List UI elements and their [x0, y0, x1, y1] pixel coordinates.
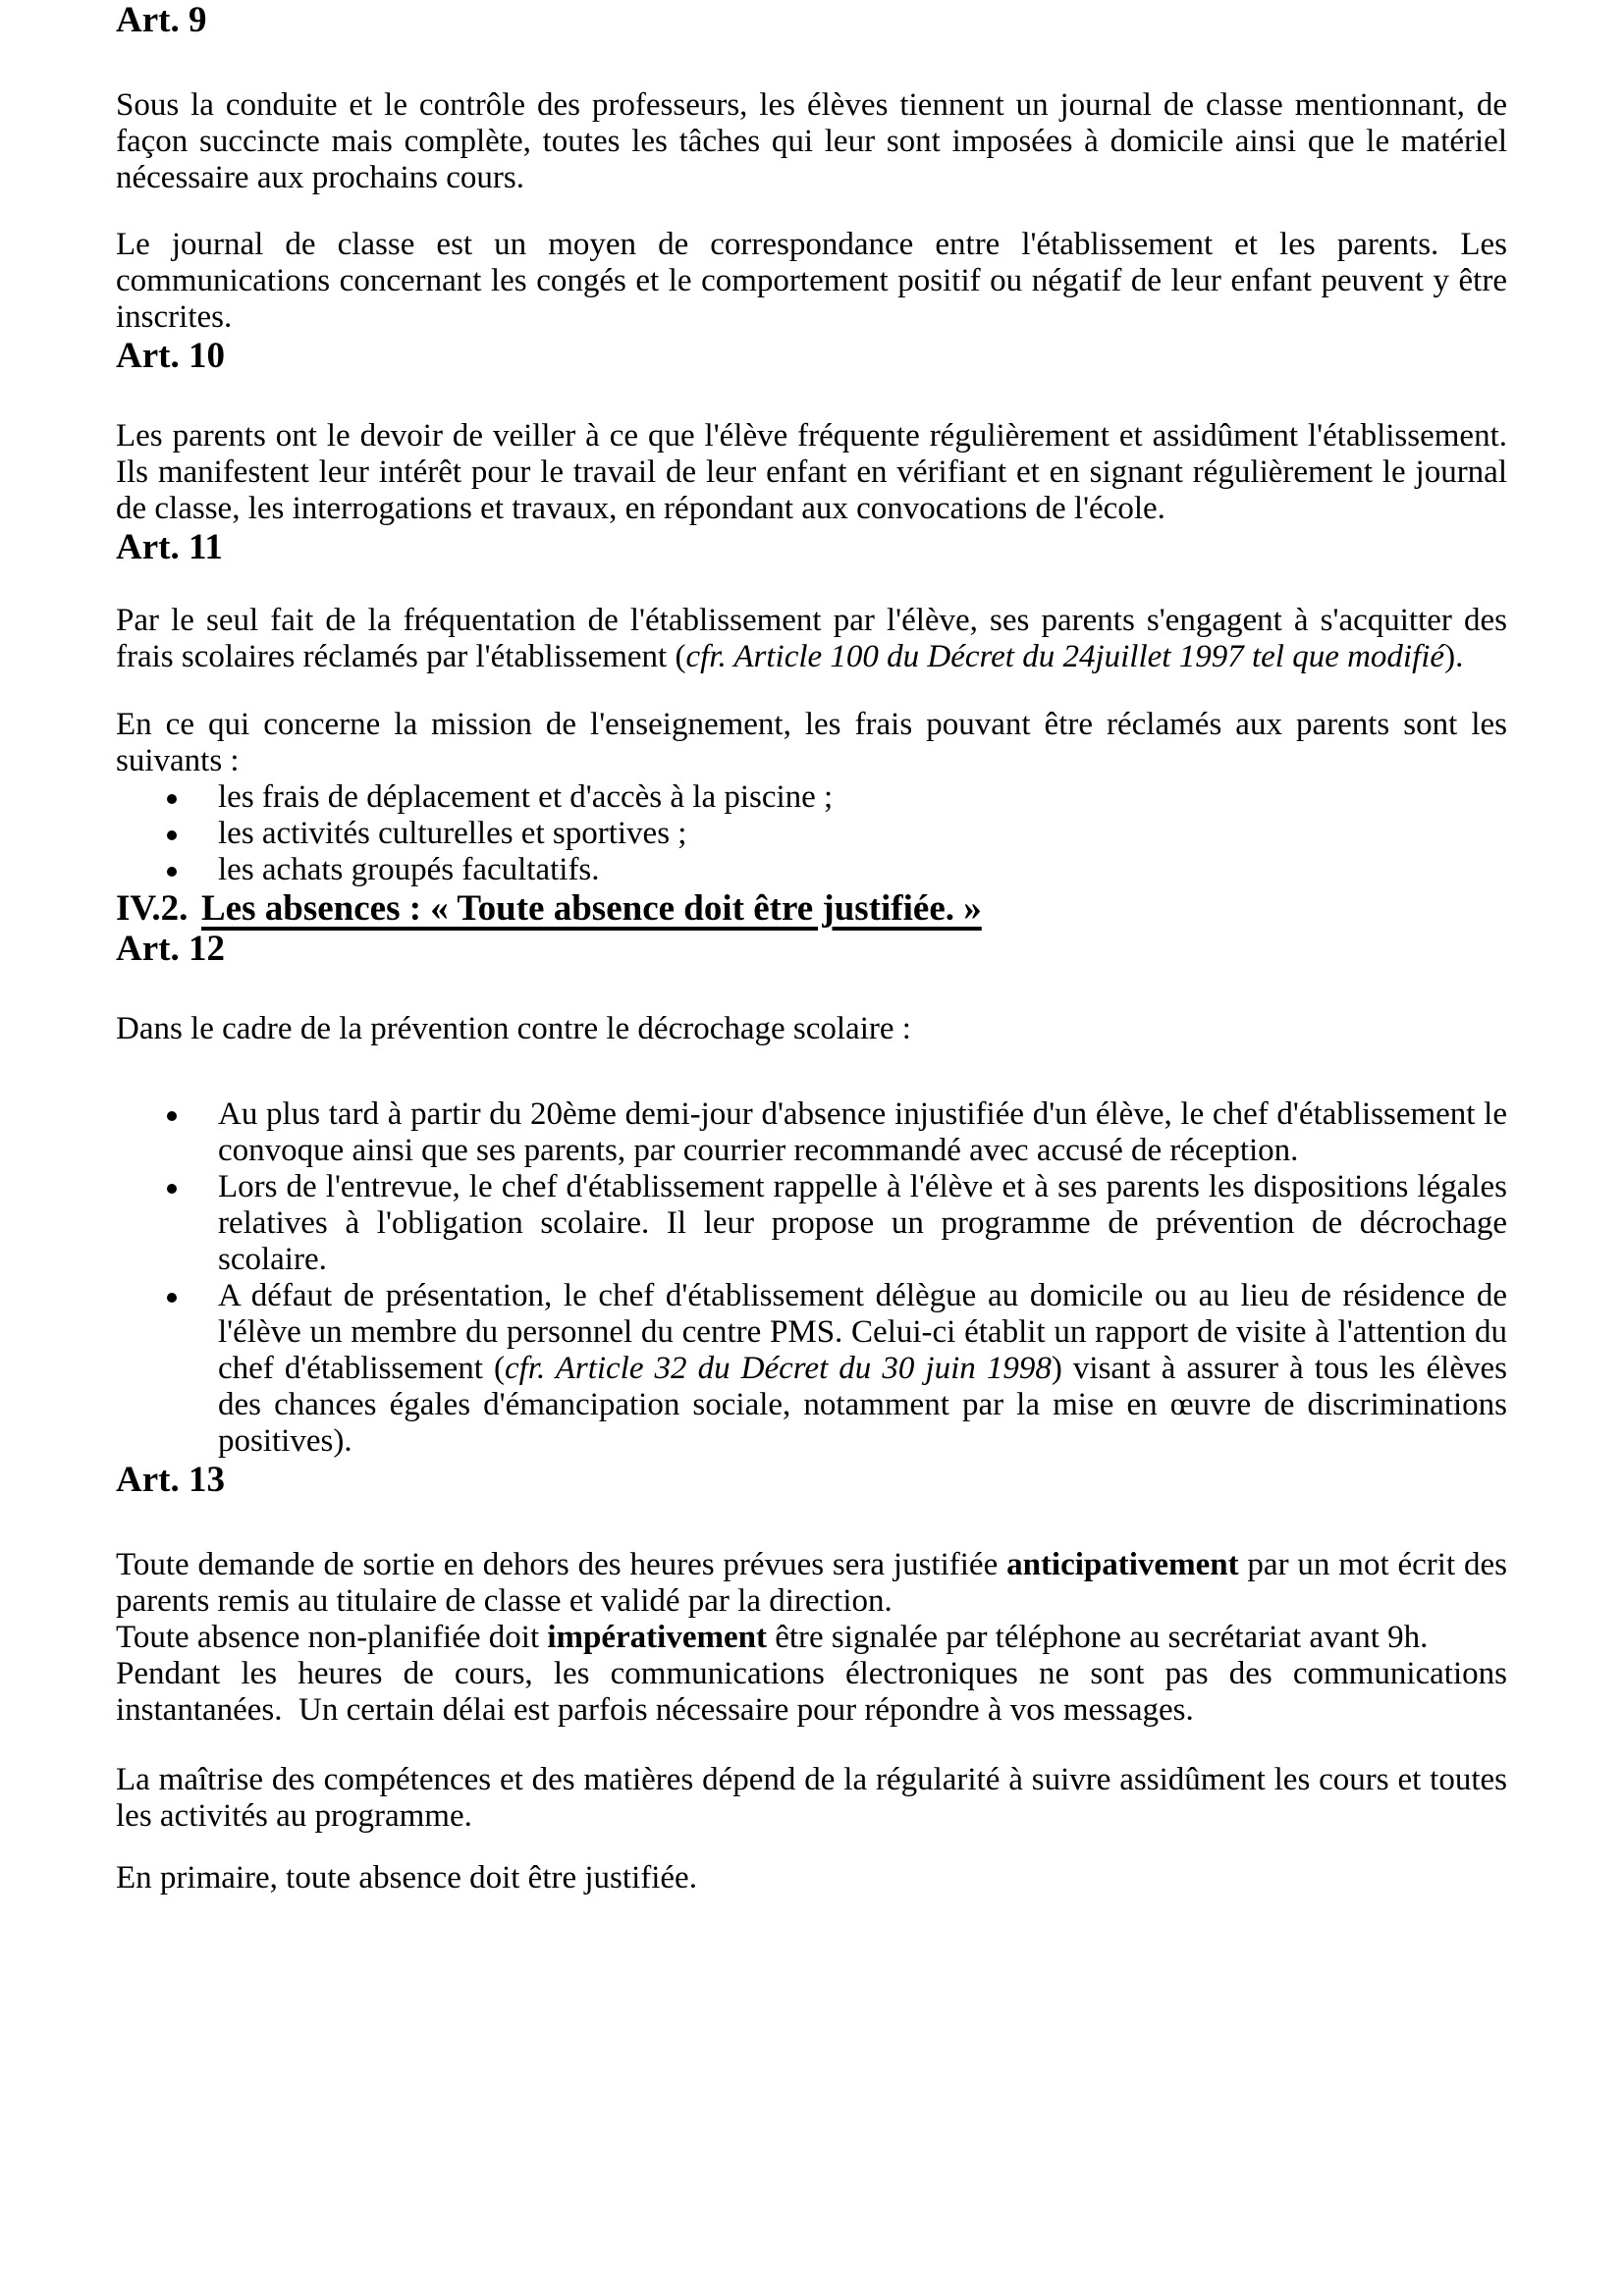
list-item-text: ) visant à assurer à tous les élèves des chances égales d'émancipation sociale, notamment par la mise en œuvre de discriminations positives). — [218, 1351, 1507, 1459]
bullet-icon — [167, 830, 177, 840]
article-13-paragraph-1 — [116, 1547, 1507, 1620]
section-number: IV.2. — [116, 888, 189, 929]
bullet-icon — [167, 867, 177, 877]
bullet-icon — [167, 1293, 177, 1303]
list-item-text: les achats groupés facultatifs. — [218, 852, 600, 887]
article-12-heading: Art. 12 — [116, 929, 225, 969]
paragraph-text: Toute demande de sortie en dehors des heures prévues sera justifiée — [116, 1547, 1007, 1582]
paragraph-text: être signalée par téléphone au secrétariat avant 9h. — [766, 1620, 1429, 1655]
italic-citation: cfr. Article 100 du Décret du 24juillet 1997 tel que modifié — [685, 639, 1445, 674]
article-13-paragraph-2 — [116, 1620, 1507, 1656]
bullet-icon — [167, 794, 177, 804]
list-item — [116, 1096, 1507, 1169]
list-item — [116, 852, 1507, 888]
list-item-text: Au plus tard à partir du 20ème demi-jour d'absence injustifiée d'un élève, le chef d'établissement le convoque ainsi que ses parents, par courrier recommandé avec accusé de réception. — [218, 1096, 1507, 1168]
article-9-heading: Art. 9 — [116, 0, 207, 40]
bullet-icon — [167, 1184, 177, 1194]
article-12-intro: Dans le cadre de la prévention contre le décrochage scolaire : — [116, 1011, 911, 1046]
bold-emphasis: impérativement — [547, 1620, 767, 1655]
list-item — [116, 816, 1507, 852]
absence-bullet-list — [116, 1096, 1507, 1460]
article-12-section — [116, 929, 1507, 1460]
article-13-section — [116, 1460, 1507, 1896]
list-item-text: Lors de l'entrevue, le chef d'établissement rappelle à l'élève et à ses parents les dispositions légales relatives à l'obligation scolaire. Il leur propose un programme de prévention de décrochage scolaire. — [218, 1169, 1507, 1277]
article-10-paragraph-1: Les parents ont le devoir de veiller à ce que l'élève fréquente régulièrement et assidûment l'établissement. Ils manifestent leur intérêt pour le travail de leur enfant en vérifiant et en signant régulièrement le journal de classe, les interrogations et travaux, en répondant aux convocations de l'école. — [116, 418, 1507, 526]
list-item — [116, 779, 1507, 816]
article-11-paragraph-2: En ce qui concerne la mission de l'enseignement, les frais pouvant être réclamés aux parents sont les suivants : — [116, 707, 1507, 778]
article-9-section — [116, 0, 1507, 336]
article-13-paragraph-3: Pendant les heures de cours, les communications électroniques ne sont pas des communications instantanées. Un certain délai est parfois nécessaire pour répondre à vos messages. — [116, 1656, 1507, 1728]
article-10-heading: Art. 10 — [116, 336, 225, 376]
list-item — [116, 1278, 1507, 1460]
italic-citation: cfr. Article 32 du Décret du 30 juin 1998 — [504, 1351, 1052, 1386]
paragraph-text: par un mot écrit des parents remis au titulaire de classe et validé par la direction. — [116, 1547, 1507, 1619]
paragraph-text: ). — [1444, 639, 1464, 674]
article-9-paragraph-2: Le journal de classe est un moyen de correspondance entre l'établissement et les parents. Les communications concernant les congés et le comportement positif ou négatif de leur enfant peuvent y être inscrites. — [116, 227, 1507, 335]
list-item-text: les frais de déplacement et d'accès à la piscine ; — [218, 779, 834, 815]
paragraph-text: Par le seul fait de la fréquentation de l'établissement par l'élève, ses parents s'engagent à s'acquitter des frais scolaires réclamés par l'établissement ( — [116, 603, 1507, 674]
paragraph-text: Toute absence non-planifiée doit — [116, 1620, 548, 1655]
list-item-text: les activités culturelles et sportives ; — [218, 816, 687, 851]
list-item — [116, 1169, 1507, 1278]
bold-emphasis: anticipativement — [1006, 1547, 1239, 1582]
article-13-paragraph-4: La maîtrise des compétences et des matières dépend de la régularité à suivre assidûment les cours et toutes les activités au programme. — [116, 1762, 1507, 1834]
article-13-paragraph-5: En primaire, toute absence doit être justifiée. — [116, 1860, 697, 1896]
list-item-text: A défaut de présentation, le chef d'établissement délègue au domicile ou au lieu de résidence de l'élève un membre du personnel du centre PMS. Celui-ci établit un rapport de visite à l'attention du chef d'établissement ( — [218, 1278, 1507, 1386]
article-13-heading: Art. 13 — [116, 1460, 225, 1500]
section-iv2 — [116, 888, 1507, 929]
article-11-heading: Art. 11 — [116, 527, 223, 567]
fees-bullet-list — [116, 779, 1507, 888]
article-11-paragraph-1 — [116, 603, 1507, 675]
bullet-icon — [167, 1111, 177, 1121]
article-11-section — [116, 527, 1507, 888]
article-9-paragraph-1: Sous la conduite et le contrôle des professeurs, les élèves tiennent un journal de classe mentionnant, de façon succincte mais complète, toutes les tâches qui leur sont imposées à domicile ainsi que le matériel nécessaire aux prochains cours. — [116, 87, 1507, 195]
section-iv2-heading — [116, 888, 1507, 929]
article-10-section — [116, 336, 1507, 527]
section-title: Les absences : « Toute absence doit être justifiée. » — [201, 888, 982, 929]
